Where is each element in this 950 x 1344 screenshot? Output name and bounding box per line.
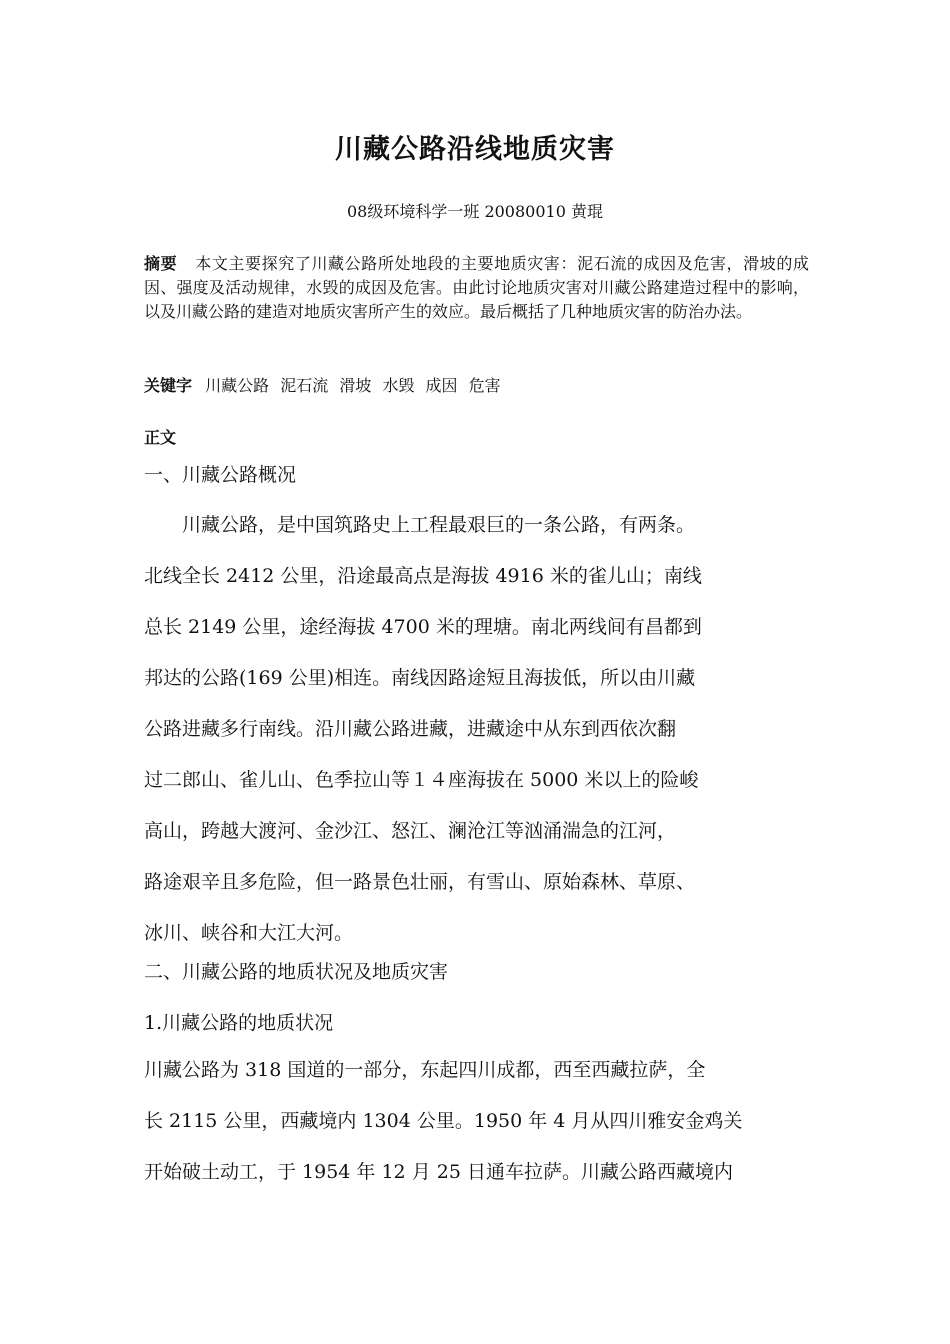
keywords-label: 关键字 — [144, 376, 193, 395]
body-heading: 正文 — [144, 428, 177, 447]
keyword: 危害 — [468, 376, 501, 395]
paragraph-line: 开始破土动工，于 1954 年 12 月 25 日通车拉萨。川藏公路西藏境内 — [144, 1161, 733, 1183]
paragraph-line: 公路进藏多行南线。沿川藏公路进藏，进藏途中从东到西依次翻 — [144, 718, 677, 740]
paragraph-line: 川藏公路，是中国筑路史上工程最艰巨的一条公路，有两条。 — [182, 514, 696, 536]
paragraph-line: 冰川、峡谷和大江大河。 — [144, 922, 354, 944]
abstract-label: 摘要 — [144, 254, 178, 273]
section-heading: 一、川藏公路概况 — [144, 464, 297, 486]
keyword: 水毁 — [382, 376, 415, 395]
document-title: 川藏公路沿线地质灾害 — [335, 134, 615, 165]
keyword: 川藏公路 — [205, 376, 270, 395]
author-line: 08级环境科学一班 20080010 黄琨 — [347, 202, 603, 221]
paragraph-line: 高山，跨越大渡河、金沙江、怒江、澜沧江等汹涌湍急的江河， — [144, 820, 677, 842]
keyword: 成因 — [425, 376, 458, 395]
keyword: 泥石流 — [280, 376, 329, 395]
paragraph-line: 过二郎山、雀儿山、色季拉山等１４座海拔在 5000 米以上的险峻 — [144, 769, 699, 791]
paragraph-line: 北线全长 2412 公里，沿途最高点是海拔 4916 米的雀儿山；南线 — [144, 565, 702, 587]
abstract-text: 本文主要探究了川藏公路所处地段的主要地质灾害：泥石流的成因及危害，滑坡的成因、强度及活动规律，水毁的成因及危害。由此讨论地质灾害对川藏公路建造过程中的影响，以及川藏公路的建造对地质灾害所产生的效应。最后概括了几种地质灾害的防治办法。 — [144, 254, 809, 321]
paragraph-line: 长 2115 公里，西藏境内 1304 公里。1950 年 4 月从四川雅安金鸡关 — [144, 1110, 743, 1132]
paragraph-line: 邦达的公路(169 公里)相连。南线因路途短且海拔低，所以由川藏 — [144, 667, 696, 689]
paragraph-line: 路途艰辛且多危险，但一路景色壮丽，有雪山、原始森林、草原、 — [144, 871, 696, 893]
keyword: 滑坡 — [339, 376, 372, 395]
section-heading: 二、川藏公路的地质状况及地质灾害 — [144, 961, 449, 983]
paragraph-line: 川藏公路为 318 国道的一部分，东起四川成都，西至西藏拉萨，全 — [144, 1059, 706, 1081]
paragraph-line: 总长 2149 公里，途经海拔 4700 米的理塘。南北两线间有昌都到 — [144, 616, 702, 638]
abstract — [144, 252, 809, 324]
section-paragraph — [144, 500, 824, 959]
section-paragraph — [144, 1045, 824, 1198]
keywords — [144, 374, 809, 398]
subsection-heading: 1.川藏公路的地质状况 — [144, 1012, 334, 1034]
